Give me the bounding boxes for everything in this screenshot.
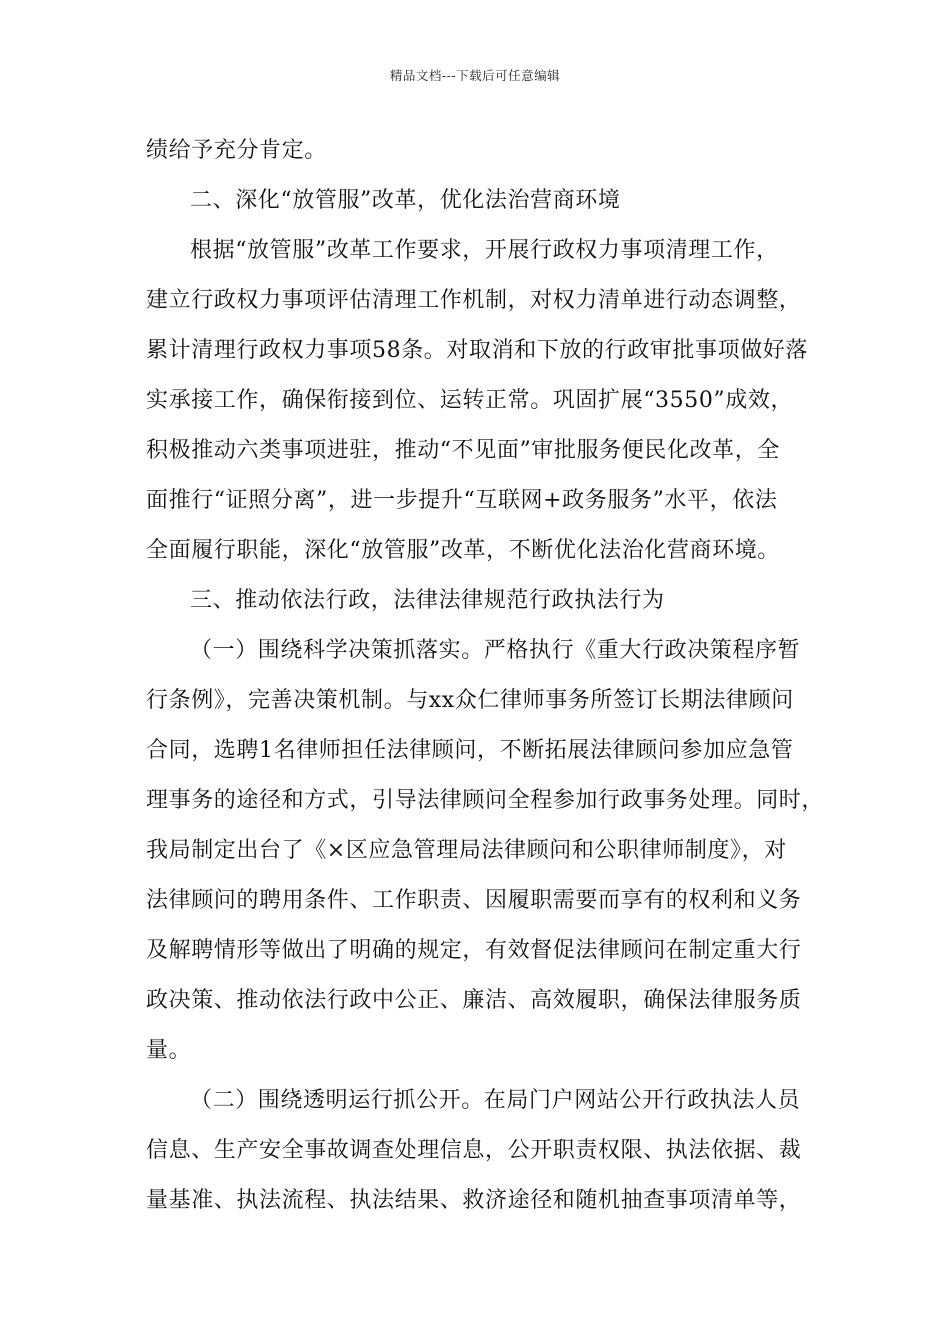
body-line-6: 实承接工作，确保衔接到位、运转正常。巩固扩展“3550”成效，: [146, 388, 794, 413]
body-line-19: 量。: [146, 1038, 192, 1063]
body-line-18: 政决策、推动依法行政中公正、廉洁、高效履职，确保法律服务质: [146, 988, 802, 1013]
body-line-11: （一）围绕科学决策抓落实。严格执行《重大行政决策程序暂: [190, 638, 801, 663]
body-line-13: 合同，选聘1名律师担任法律顾问，不断拓展法律顾问参加应急管: [146, 738, 794, 763]
body-line-5: 累计清理行政权力事项58条。对取消和下放的行政审批事项做好落: [146, 338, 808, 363]
body-line-1: 绩给予充分肯定。: [146, 138, 327, 163]
body-line-17: 及解聘情形等做出了明确的规定，有效督促法律顾问在制定重大行: [146, 938, 802, 963]
body-line-12: 行条例》，完善决策机制。与xx众仁律师事务所签订长期法律顾问: [146, 688, 794, 713]
body-line-21: 信息、生产安全事故调查处理信息，公开职责权限、执法依据、裁: [146, 1138, 802, 1163]
body-line-20: （二）围绕透明运行抓公开。在局门户网站公开行政执法人员: [190, 1088, 801, 1113]
body-line-8: 面推行“证照分离”，进一步提升“互联网+政务服务”水平，依法: [146, 488, 778, 513]
body-line-14: 理事务的途径和方式，引导法律顾问全程参加行政事务处理。同时，: [146, 788, 825, 813]
body-line-4: 建立行政权力事项评估清理工作机制，对权力清单进行动态调整，: [146, 288, 802, 313]
page-header: 精品文档---下载后可任意编辑: [389, 68, 561, 83]
body-line-15: 我局制定出台了《×区应急管理局法律顾问和公职律师制度》，对: [146, 838, 787, 863]
body-line-22: 量基准、执法流程、执法结果、救济途径和随机抽查事项清单等，: [146, 1188, 802, 1213]
body-line-16: 法律顾问的聘用条件、工作职责、因履职需要而享有的权利和义务: [146, 888, 802, 913]
body-line-9: 全面履行职能，深化“放管服”改革，不断优化法治化营商环境。: [146, 538, 780, 563]
section-heading-3: 三、推动依法行政，法律法律规范行政执法行为: [190, 588, 665, 613]
section-heading-2: 二、深化“放管服”改革，优化法治营商环境: [190, 188, 621, 213]
body-line-7: 积极推动六类事项进驻，推动“不见面”审批服务便民化改革，全: [146, 438, 780, 463]
body-line-3: 根据“放管服”改革工作要求，开展行政权力事项清理工作，: [190, 238, 779, 263]
